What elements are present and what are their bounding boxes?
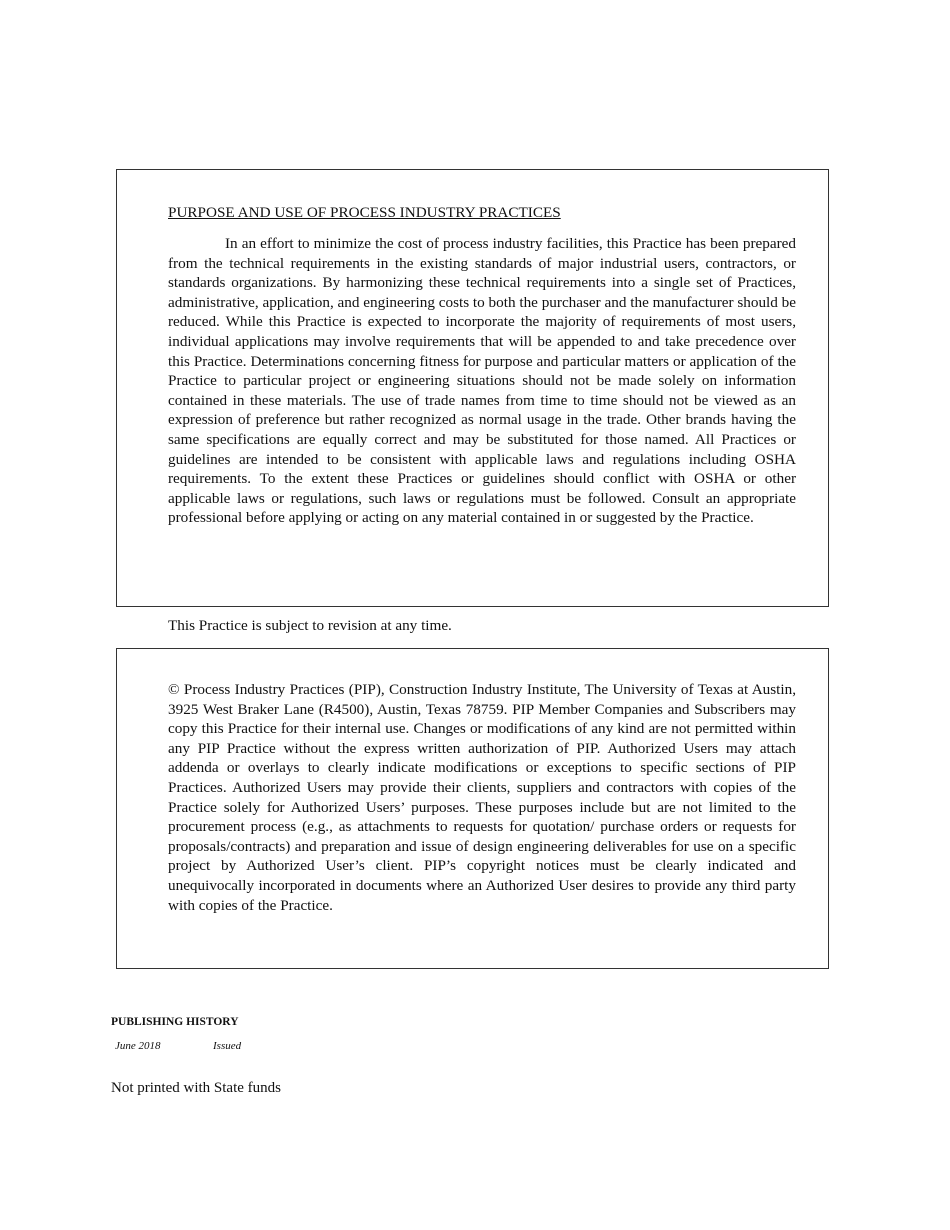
history-date: June 2018 (115, 1040, 161, 1052)
purpose-content (168, 203, 796, 528)
publishing-history-entry (115, 1039, 241, 1053)
copyright-content (168, 680, 796, 915)
history-status: Issued (213, 1040, 242, 1052)
copyright-box (116, 648, 829, 969)
copyright-paragraph: © Process Industry Practices (PIP), Construction Industry Institute, The University of Texas at Austin, 3925 West Braker Lane (R4500), Austin, Texas 78759. PIP Member Companies and Subscribers may copy this Practice for their internal use. Changes or modifications of any kind are not permitted within any PIP Practice without the express written authorization of PIP. Authorized Users may attach addenda or overlays to clearly indicate modifications or exceptions to specific sections of PIP Practices. Authorized Users may provide their clients, suppliers and contractors with copies of the Practice solely for Authorized Users’ purposes. These purposes include but are not limited to the procurement process (e.g., as attachments to requests for quotation/ purchase orders or requests for proposals/contracts) and preparation and issue of design engineering deliverables for use on a specific project by Authorized User’s client. PIP’s copyright notices must be clearly indicated and unequivocally incorporated in documents where an Authorized User desires to provide any third party with copies of the Practice. (168, 681, 796, 914)
purpose-heading: PURPOSE AND USE OF PROCESS INDUSTRY PRACTICES (168, 204, 561, 221)
purpose-box (116, 169, 829, 607)
publishing-history-title: PUBLISHING HISTORY (111, 1016, 239, 1028)
purpose-paragraph: In an effort to minimize the cost of process industry facilities, this Practice has been prepared from the technical requirements in the existing standards of major industrial users, contractors, or standards organizations. By harmonizing these technical requirements into a single set of Practices, administrative, application, and engineering costs to both the purchaser and the manufacturer should be reduced. While this Practice is expected to incorporate the majority of requirements of most users, individual applications may involve requirements that will be appended to and take precedence over this Practice. Determinations concerning fitness for purpose and particular matters or application of the Practice to particular project or engineering situations should not be made solely on information contained in these materials. The use of trade names from time to time should not be viewed as an expression of preference but rather recognized as normal usage in the trade. Other brands having the same specifications are equally correct and may be substituted for those named. All Practices or guidelines are intended to be consistent with applicable laws and regulations including OSHA requirements. To the extent these Practices or guidelines should conflict with OSHA or other applicable laws or regulations, such laws or regulations must be followed. Consult an appropriate professional before applying or acting on any material contained in or suggested by the Practice. (168, 235, 796, 527)
revision-note: This Practice is subject to revision at any time. (168, 617, 452, 634)
funds-note: Not printed with State funds (111, 1080, 281, 1096)
